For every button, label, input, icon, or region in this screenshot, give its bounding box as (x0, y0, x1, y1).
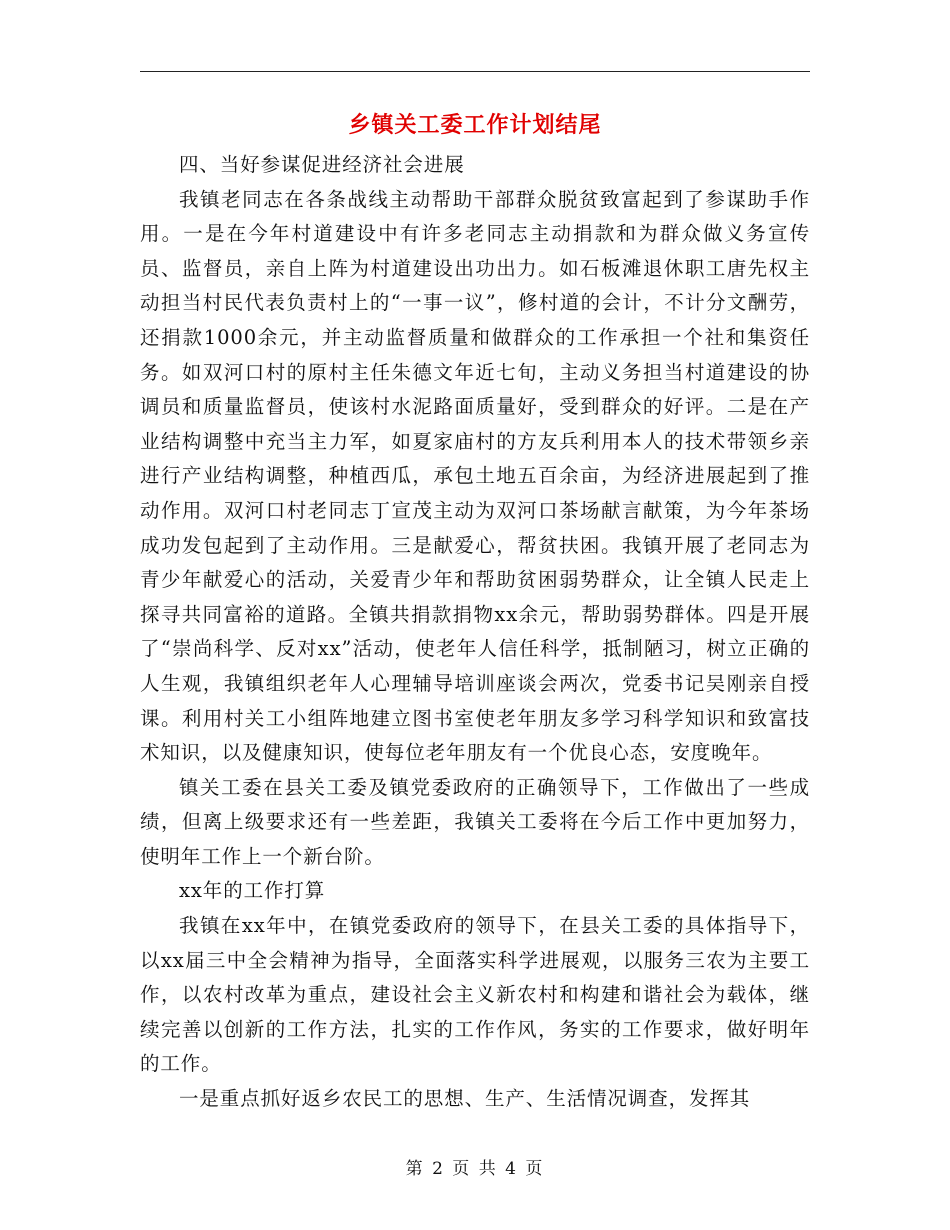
body-paragraph: 我镇老同志在各条战线主动帮助干部群众脱贫致富起到了参谋助手作用。一是在今年村道建设中有许多老同志主动捐款和为群众做义务宣传员、监督员，亲自上阵为村道建设出功出力。如石板滩退休职工唐先权主动担当村民代表负责村上的“一事一议”，修村道的会计，不计分文酬劳，还捐款1000余元，并主动监督质量和做群众的工作承担一个社和集资任务。如双河口村的原村主任朱德文年近七旬，主动义务担当村道建设的协调员和质量监督员，使该村水泥路面质量好，受到群众的好评。二是在产业结构调整中充当主力军，如夏家庙村的方友兵利用本人的技术带领乡亲进行产业结构调整，种植西瓜，承包土地五百余亩，为经济进展起到了推动作用。双河口村老同志丁宣茂主动为双河口茶场献言献策，为今年茶场成功发包起到了主动作用。三是献爱心，帮贫扶困。我镇开展了老同志为青少年献爱心的活动，关爱青少年和帮助贫困弱势群众，让全镇人民走上探寻共同富裕的道路。全镇共捐款捐物xx余元，帮助弱势群体。四是开展了“崇尚科学、反对xx”活动，使老年人信任科学，抵制陋习，树立正确的人生观，我镇组织老年人心理辅导培训座谈会两次，党委书记吴刚亲自授课。利用村关工小组阵地建立图书室使老年朋友多学习科学知识和致富技术知识，以及健康知识，使每位老年朋友有一个优良心态，安度晚年。 (140, 187, 810, 765)
body-paragraph: 镇关工委在县关工委及镇党委政府的正确领导下，工作做出了一些成绩，但离上级要求还有一些差距，我镇关工委将在今后工作中更加努力，使明年工作上一个新台阶。 (140, 775, 810, 868)
document-body (140, 148, 810, 1117)
page-number: 第 2 页 共 4 页 (405, 1159, 545, 1179)
document-title: 乡镇关工委工作计划结尾 (348, 113, 602, 138)
section-heading: 四、当好参谋促进经济社会进展 (179, 153, 465, 176)
body-paragraph: 我镇在xx年中，在镇党委政府的领导下，在县关工委的具体指导下，以xx届三中全会精神为指导，全面落实科学进展观，以服务三农为主要工作，以农村改革为重点，建设社会主义新农村和构建和谐社会为载体，继续完善以创新的工作方法，扎实的工作作风，务实的工作要求，做好明年的工作。 (140, 914, 810, 1076)
header-rule (140, 71, 810, 72)
body-paragraph: 一是重点抓好返乡农民工的思想、生产、生活情况调查，发挥其 (179, 1087, 751, 1111)
section-heading: xx年的工作打算 (179, 879, 326, 903)
